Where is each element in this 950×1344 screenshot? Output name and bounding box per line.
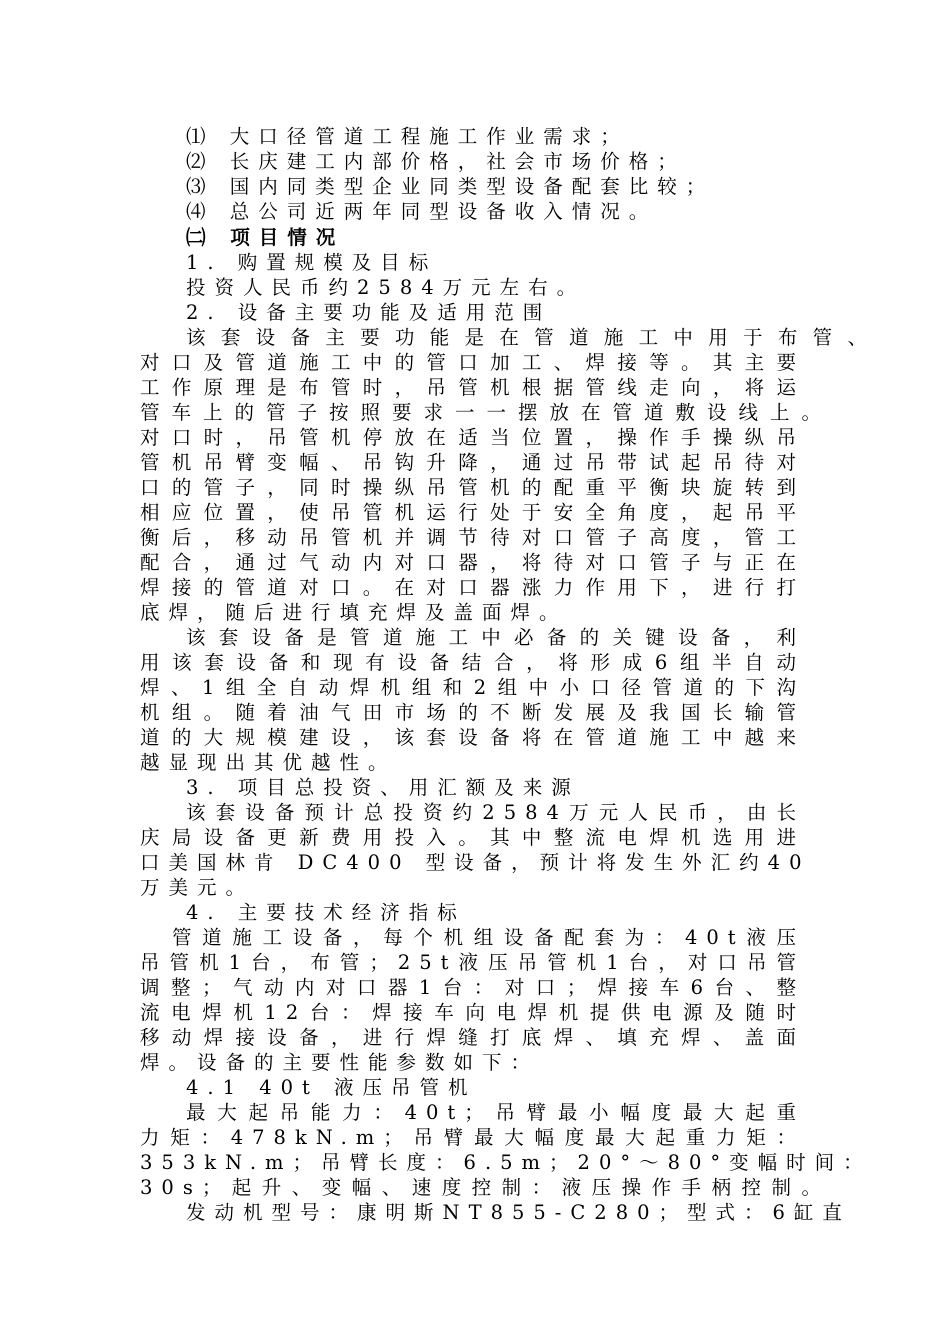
body-text-line: 庆局设备更新费用投入。其中整流电焊机选用进 <box>140 826 805 849</box>
body-text-line: 投资人民币约2584万元左右。 <box>186 276 586 299</box>
body-text-line: 底焊，随后进行填充焊及盖面焊。 <box>140 601 568 624</box>
subsection-heading: 4.1 40t 液压吊管机 <box>186 1076 477 1099</box>
body-text-line: 该套设备主要功能是在管道施工中用于布管、 <box>186 326 876 349</box>
body-text-line: 相应位置，使吊管机运行处于安全角度，起吊平 <box>140 501 805 524</box>
list-item-3: ⑶ 国内同类型企业同类型设备配套比较； <box>186 175 715 198</box>
subsection-heading: 3. 项目总投资、用汇额及来源 <box>186 776 580 799</box>
body-text-line: 流电焊机12台：焊接车向电焊机提供电源及随时 <box>140 1001 805 1024</box>
body-text-line: 用该套设备和现有设备结合，将形成6组半自动 <box>140 651 805 674</box>
subsection-heading: 4. 主要技术经济指标 <box>186 901 466 924</box>
body-text-line: 越显现出其优越性。 <box>140 751 397 774</box>
section-heading: ㈡ 项目情况 <box>186 226 345 249</box>
body-text-line: 道的大规模建设，该套设备将在管道施工中越来 <box>140 726 805 749</box>
subsection-heading: 1. 购置规模及目标 <box>186 251 438 274</box>
body-text-line: 353kN.m；吊臂长度：6.5m；20°～80°变幅时间： <box>140 1151 872 1174</box>
body-text-line: 工作原理是布管时，吊管机根据管线走向，将运 <box>140 376 805 399</box>
body-text-line: 该套设备是管道施工中必备的关键设备，利 <box>186 626 805 649</box>
body-text-line: 机组。随着油气田市场的不断发展及我国长输管 <box>140 701 805 724</box>
body-text-line: 吊管机1台，布管；25t液压吊管机1台，对口吊管 <box>140 951 805 974</box>
body-text-line: 最大起吊能力：40t；吊臂最小幅度最大起重 <box>186 1101 805 1124</box>
body-text-line: 焊、1组全自动焊机组和2组中小口径管道的下沟 <box>140 676 805 699</box>
body-text-line: 对口及管道施工中的管口加工、焊接等。其主要 <box>140 351 805 374</box>
body-text-line: 焊。设备的主要性能参数如下： <box>140 1051 540 1074</box>
body-text-line: 发动机型号：康明斯NT855-C280；型式：6缸直 <box>186 1201 851 1224</box>
body-text-line: 管道施工设备，每个机组设备配套为：40t液压 <box>172 926 805 949</box>
body-text-line: 移动焊接设备，进行焊缝打底焊、填充焊、盖面 <box>140 1026 805 1049</box>
body-text-line: 口美国林肯 DC400 型设备，预计将发生外汇约40 <box>140 851 811 874</box>
list-item-2: ⑵ 长庆建工内部价格，社会市场价格； <box>186 150 686 173</box>
body-text-line: 焊接的管道对口。在对口器涨力作用下，进行打 <box>140 576 805 599</box>
body-text-line: 衡后，移动吊管机并调节待对口管子高度，管工 <box>140 526 805 549</box>
body-text-line: 口的管子，同时操纵吊管机的配重平衡块旋转到 <box>140 476 805 499</box>
list-item-1: ⑴ 大口径管道工程施工作业需求； <box>186 125 629 148</box>
body-text-line: 对口时，吊管机停放在适当位置，操作手操纵吊 <box>140 426 805 449</box>
subsection-heading: 2. 设备主要功能及适用范围 <box>186 301 552 324</box>
body-text-line: 力矩：478kN.m；吊臂最大幅度最大起重力矩： <box>140 1126 805 1149</box>
body-text-line: 该套设备预计总投资约2584万元人民币，由长 <box>186 801 805 824</box>
body-text-line: 配合，通过气动内对口器，将待对口管子与正在 <box>140 551 805 574</box>
list-item-4: ⑷ 总公司近两年同型设备收入情况。 <box>186 200 658 223</box>
body-text-line: 管车上的管子按照要求一一摆放在管道敷设线上。 <box>140 401 830 424</box>
body-text-line: 调整；气动内对口器1台：对口；焊接车6台、整 <box>140 976 805 999</box>
body-text-line: 30s；起升、变幅、速度控制：液压操作手柄控制。 <box>140 1176 830 1199</box>
body-text-line: 管机吊臂变幅、吊钩升降，通过吊带试起吊待对 <box>140 451 805 474</box>
body-text-line: 万美元。 <box>140 876 255 899</box>
